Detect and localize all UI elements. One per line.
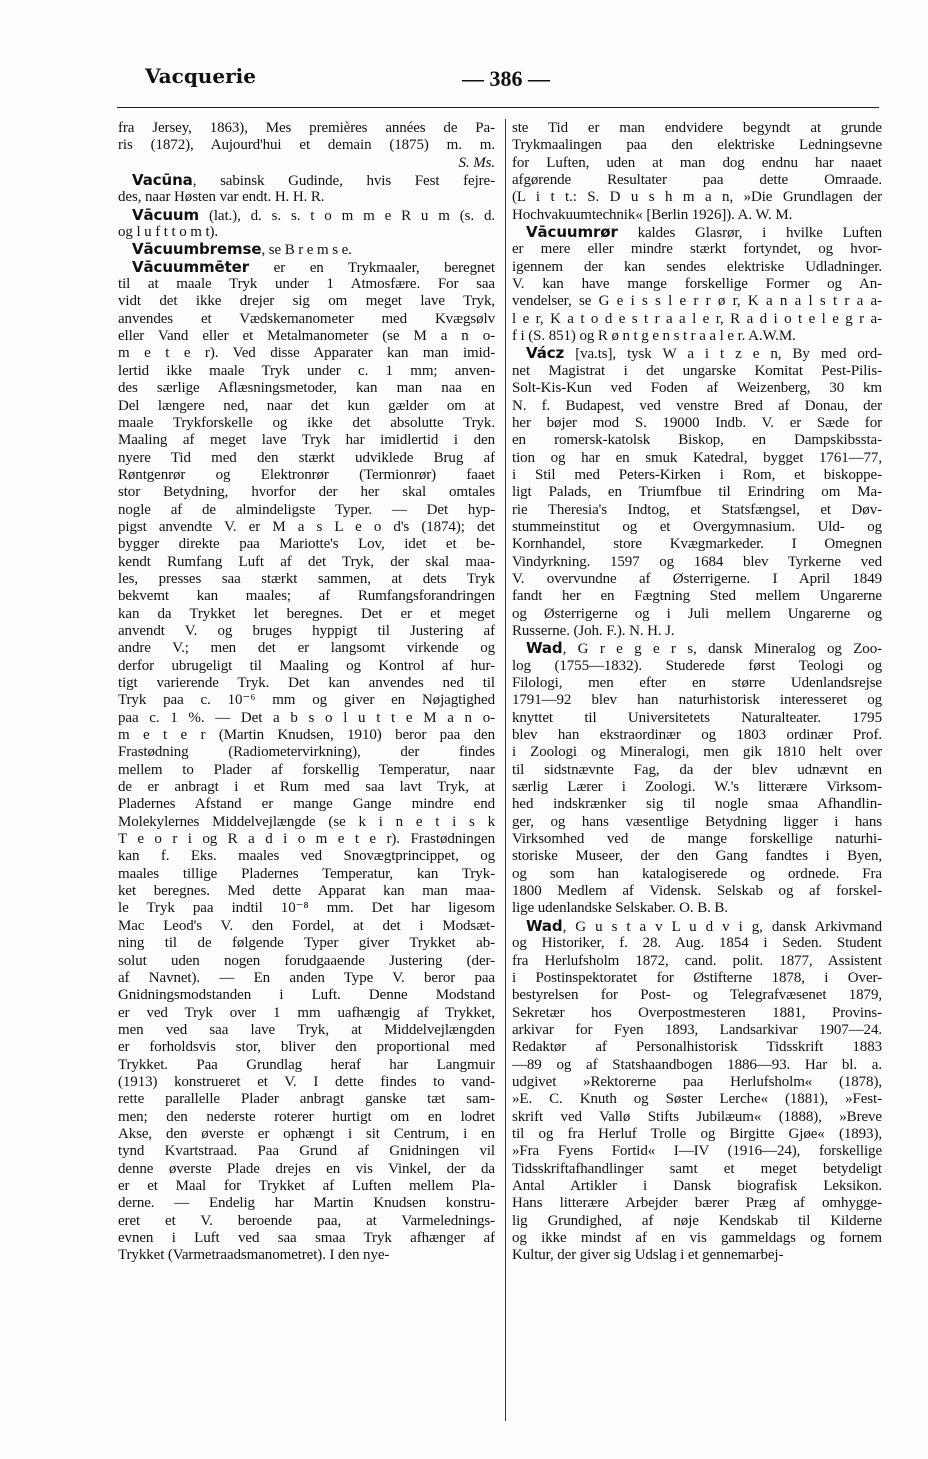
text-line: ste Tid er man endvidere begyndt at grunde [512,120,882,136]
text-line: af Navnet). — En anden Type V. beror paa [118,969,495,986]
text-line: —89 og af Statshaandbogen 1886—93. Har bl. a. [512,1056,882,1073]
text-line: des, naar Høsten var endt. H. H. R. [118,189,325,206]
text-line: Vācuumrør kaldes Glasrør, i hvilke Luften [526,224,882,242]
text-line: Frastødning (Radiometervirkning), der findes [118,744,495,761]
text-line: Sekretær hos Overpostmesteren 1881, Provins- [512,1004,882,1021]
text-line: derfor ubrugeligt til Maaling og Kontrol af hur- [118,657,495,674]
text-line: Redaktør af Personalhistorisk Tidsskrift 1883 [512,1039,882,1056]
text-line: Wad, G u s t a v L u d v i g, dansk Arkivmand [526,917,882,935]
text-line: Maaling af meget lave Tryk har imidlertid i den [118,432,495,449]
text-line: og ikke mindst af en vis gammeldags og fornem [512,1230,882,1246]
column-divider [505,119,506,1421]
text-line: Vācuumbremse, se B r e m s e. [132,241,352,259]
text-line: bestyrelsen for Post- og Telegrafvæsenet 1879, [512,987,882,1004]
text-line: Kornhandel, store Kvægmarkeder. I Omegnen [512,536,882,553]
text-line: bekvemt kan maales; af Rumfangsforandringen [118,588,495,605]
text-line: og Østerrigerne og i Juli mellem Ungarerne og [512,605,882,622]
text-line: igennem der kan sendes elektriske Udladninger. [512,258,882,275]
text-line: l e r, K a t o d e s t r a a l e r, R a d i o t e l e g r a- [512,310,882,327]
text-line: nyere Tid med den stærkt udviklede Brug af [118,449,495,466]
text-line: ris (1872), Aujourd'hui et demain (1875) m. m. [118,137,495,154]
text-line: le Tryk paa indtil 10⁻⁸ mm. Det har ligesom [118,900,495,917]
text-line: til at maale Tryk under 1 Atmosfære. For saa [118,276,495,293]
text-line: Vindyrkning. 1597 og 1684 blev Tyrkerne ved [512,553,882,570]
text-line: S. Ms. [458,154,495,171]
text-line: (L i t t.: S. D u s h m a n, »Die Grundlagen der [512,189,882,206]
text-line: afgørende Resultater paa dette Omraade. [512,172,882,189]
text-line: ning til de følgende Typer giver Trykket ab- [118,935,495,952]
text-line: Kultur, der giver sig Udslag i et gennemarbej- [512,1247,784,1264]
text-line: anvendes et Vædskemanometer med Kvægsølv [118,310,495,327]
text-line: stor Betydning, hvorfor der her skal omtales [118,484,495,501]
text-line: m e t e r). Ved disse Apparater kan man imid- [118,345,495,362]
text-line: lige udenlandske Selskaber. O. B. B. [512,900,728,917]
text-line: udgivet »Rektorerne paa Herlufsholm« (1878), [512,1073,882,1090]
text-line: net Magistrat i det ungarske Komitat Pest-Pilis- [512,362,882,379]
text-line: Trykket (Varmetraadsmanometret). I den nye- [118,1247,390,1264]
text-line: men; den nederste roterer hurtigt om en lodret [118,1108,495,1125]
text-line: Trykket. Paa Grundlag heraf har Langmuir [118,1056,495,1073]
text-line: Hochvakuumtechnik« [Berlin 1926]). A. W. M. [512,206,793,223]
text-line: solut uden nogen forudgaaende Justering (der- [118,952,495,969]
right-column [512,120,882,1265]
text-line: her bøjer mod S. 19000 Indb. V. er Sæde for [512,414,882,431]
text-line: vendelser, se G e i s s l e r r ø r, K a n a l s t r a a- [512,293,882,310]
text-line: skrift ved Vallø Stifts Jubilæum« (1888), »Breve [512,1108,882,1125]
text-line: Del længere ned, naar det kun gælder om at [118,397,495,414]
text-line: maale Trykforskelle og ikke det absolutte Tryk. [118,414,495,431]
text-line: Wad, G r e g e r s, dansk Mineralog og Zoo- [526,640,882,658]
text-line: T e o r i og R a d i o m e t e r). Frastødningen [118,831,495,848]
text-line: V. kan have mange forskellige Former og An- [512,276,882,293]
text-line: des særlige Aflæsningsmetoder, kan man naa en [118,380,495,397]
text-line: til og fra Herluf Trolle og Birgitte Gjøe« (1893), [512,1125,882,1142]
text-line: kan da Trykket let beregnes. Det er et meget [118,605,495,622]
text-line: eller Vand eller et Metalmanometer (se M a n o- [118,328,495,345]
text-line: og som han katalogiserede og ordnede. Fra [512,865,882,882]
text-line: bygger direkte paa Mariotte's Lov, idet et be- [118,536,495,553]
text-line: derne. — Endelig har Martin Knudsen konstru- [118,1195,495,1212]
text-line: Tidsskriftafhandlinger samt et meget betydeligt [512,1160,882,1177]
text-line: i Zoologi og Mineralogi, men gik 1810 helt over [512,744,882,761]
text-line: rie Theresia's Indtog, et Statsfængsel, et Døv- [512,501,882,518]
text-line: fra Herlufsholm 1872, cand. polit. 1877, Assistent [512,952,882,969]
text-line: men ved saa lave Tryk, at Middelvejlængden [118,1021,495,1038]
text-line: Vācuum (lat.), d. s. s. t o m m e R u m (s. d. [132,206,495,224]
text-line: de er anbragt i et Rum med saa lavt Tryk, at [118,779,495,796]
text-line: nogle af de almindeligste Typer. — Det hyp- [118,501,495,518]
text-line: f i (S. 851) og R ø n t g e n s t r a a l e r. A.W.M. [512,328,796,345]
text-line: Trykmaalingen paa den elektriske Ledningsevne [512,137,882,154]
text-line: lertid ikke maale Tryk under c. 1 mm; anven- [118,362,495,379]
text-line: denne øverste Plade drejes en vis Vinkel, der da [118,1160,495,1177]
text-line: Russerne. (Joh. F.). N. H. J. [512,622,675,639]
text-line: til sidstnævnte Fag, da der blev udnævnt en [512,761,882,778]
text-line: N. f. Budapest, ved venstre Bred af Donau, der [512,397,882,414]
text-line: mellem to Plader af forskellig Temperatur, naar [118,761,495,778]
text-line: og Historiker, f. 28. Aug. 1854 i Seden. Student [512,935,882,952]
text-line: for Luften, uden at man dog endnu har naaet [512,154,882,171]
text-line: fra Jersey, 1863), Mes premières années de Pa- [118,120,495,136]
text-line: m e t e r (Martin Knudsen, 1910) beror paa den [118,727,495,744]
text-line: 1791—92 blev han naturhistorisk interesseret og [512,692,882,709]
text-line: kan f. Eks. maales ved Snovægtprincippet, og [118,848,495,865]
text-line: Molekylernes Middelvejlængde (se k i n e t i s k [118,813,495,830]
text-line: log (1755—1832). Studerede først Teologi og [512,657,882,674]
text-line: er et Maal for Trykket af Luften mellem Pla- [118,1177,495,1194]
text-line: er mere eller mindre stærkt fortyndet, og hvor- [512,241,882,258]
text-line: Filologi, men efter en større Udenlandsrejse [512,675,882,691]
text-line: Gnidningsmodstanden i Luft. Denne Modstand [118,987,495,1004]
text-line: »E. C. Knuth og Søster Lerche« (1881), »Fest- [512,1091,882,1108]
text-line: V. overvundne af Østerrigerne. I April 1849 [512,570,882,587]
text-line: ger, og hans væsentlige Betydning ligger i hans [512,813,882,830]
page-number: — 386 — [462,66,550,91]
text-line: evnen i Luft ved saa smaa Tryk afhænger af [118,1230,495,1246]
text-line: storiske Museer, der den Gang fandtes i Byen, [512,848,882,865]
text-line: i Postinspektoratet for Østifterne 1878, i Over- [512,969,882,986]
text-line: Hans litterære Arbejder bærer Præg af omhygge- [512,1195,882,1212]
header-rule [117,107,879,108]
text-line: Røntgenrør og Elektronrør (Termionrør) faaet [118,466,495,483]
text-line: Vācuummēter er en Trykmaaler, beregnet [132,258,495,276]
text-line: arkivar for Fyen 1893, Landsarkivar 1907—24. [512,1021,882,1038]
text-line: les, presses saa stærkt sammen, at dets Tryk [118,570,495,587]
text-line: 1800 Medlem af Vidensk. Selskab og af forskel- [512,883,882,900]
text-line: Vácz [va.ts], tysk W a i t z e n, By med ord- [526,345,882,363]
text-line: stummeinstitut og et Overgymnasium. Uld- og [512,518,882,535]
text-line: ligt Palads, en Triumfbue til Erindring om Ma- [512,484,882,501]
text-line: tynd Kvartstraad. Paa Grund af Gnidningen vil [118,1143,495,1160]
text-line: Mac Leod's V. den Fordel, at det i Modsæt- [118,917,495,934]
text-line: pigst anvendte V. er M a s L e o d's (1874); det [118,518,495,535]
text-line: en romersk-katolsk Biskop, en Dampskibssta- [512,432,882,449]
text-line: »Fra Fyens Fortid« I—IV (1916—24), forskellige [512,1143,882,1160]
text-line: ket beregnes. Med dette Apparat kan man maa- [118,883,495,900]
text-line: vidt det ikke drejer sig om meget lave Tryk, [118,293,495,310]
left-column [118,120,495,1265]
text-line: tion og har en smuk Katedral, bygget 1761—77, [512,449,882,466]
text-line: Akse, den øverste er ophængt i sit Centrum, i en [118,1125,495,1142]
text-line: Solt-Kis-Kun ved Foden af Weizenberg, 30 km [512,380,882,397]
text-line: Vacūna, sabinsk Gudinde, hvis Fest fejre- [132,172,495,190]
text-line: fandt her en Fægtning Sted mellem Ungarerne [512,588,882,605]
text-line: (1913) konstrueret et V. I dette findes to vand- [118,1073,495,1090]
text-line: Antal Artikler i Dansk biografisk Leksikon. [512,1177,882,1194]
text-line: lig Grundighed, af nøje Kendskab til Kilderne [512,1212,882,1229]
text-line: andre V.; men det er langsomt virkende og [118,640,495,657]
text-line: knyttet til Universitetets Naturalteater. 1795 [512,709,882,726]
text-line: blev han ekstraordinær og 1803 ordinær Prof. [512,727,882,744]
text-line: og l u f t t o m t). [118,224,219,241]
text-line: anvendt V. og bruges hyppigt til Justering af [118,622,495,639]
running-headword: Vacquerie [145,64,256,88]
text-line: kendt Rumfang Luft af det Tryk, der skal maa- [118,553,495,570]
text-line: tigt varierende Tryk. Det kan anvendes ned til [118,675,495,691]
text-line: Pladernes Afstand er mange Gange mindre end [118,796,495,813]
text-line: Tryk paa c. 10⁻⁶ mm og giver en Nøjagtighed [118,692,495,709]
text-line: rette parallelle Plader anbragt ganske tæt sam- [118,1091,495,1108]
text-line: paa c. 1 %. — Det a b s o l u t t e M a n o- [118,709,495,726]
text-line: er ved Tryk over 1 mm uafhængig af Trykket, [118,1004,495,1021]
text-line: hed indskrænker sig til nogle smaa Afhandlin- [512,796,882,813]
text-line: eret et V. beroende paa, at Varmelednings- [118,1212,495,1229]
text-line: maales tillige Pladernes Temperatur, kan Tryk- [118,865,495,882]
text-line: særlig Lærer i Zoologi. W.'s litterære Virksom- [512,779,882,796]
text-line: er forholdsvis stor, bliver den proportional med [118,1039,495,1056]
text-line: Virksomhed ved de mange forskellige naturhi- [512,831,882,848]
text-line: i Stil med Peters-Kirken i Rom, et biskoppe- [512,466,882,483]
